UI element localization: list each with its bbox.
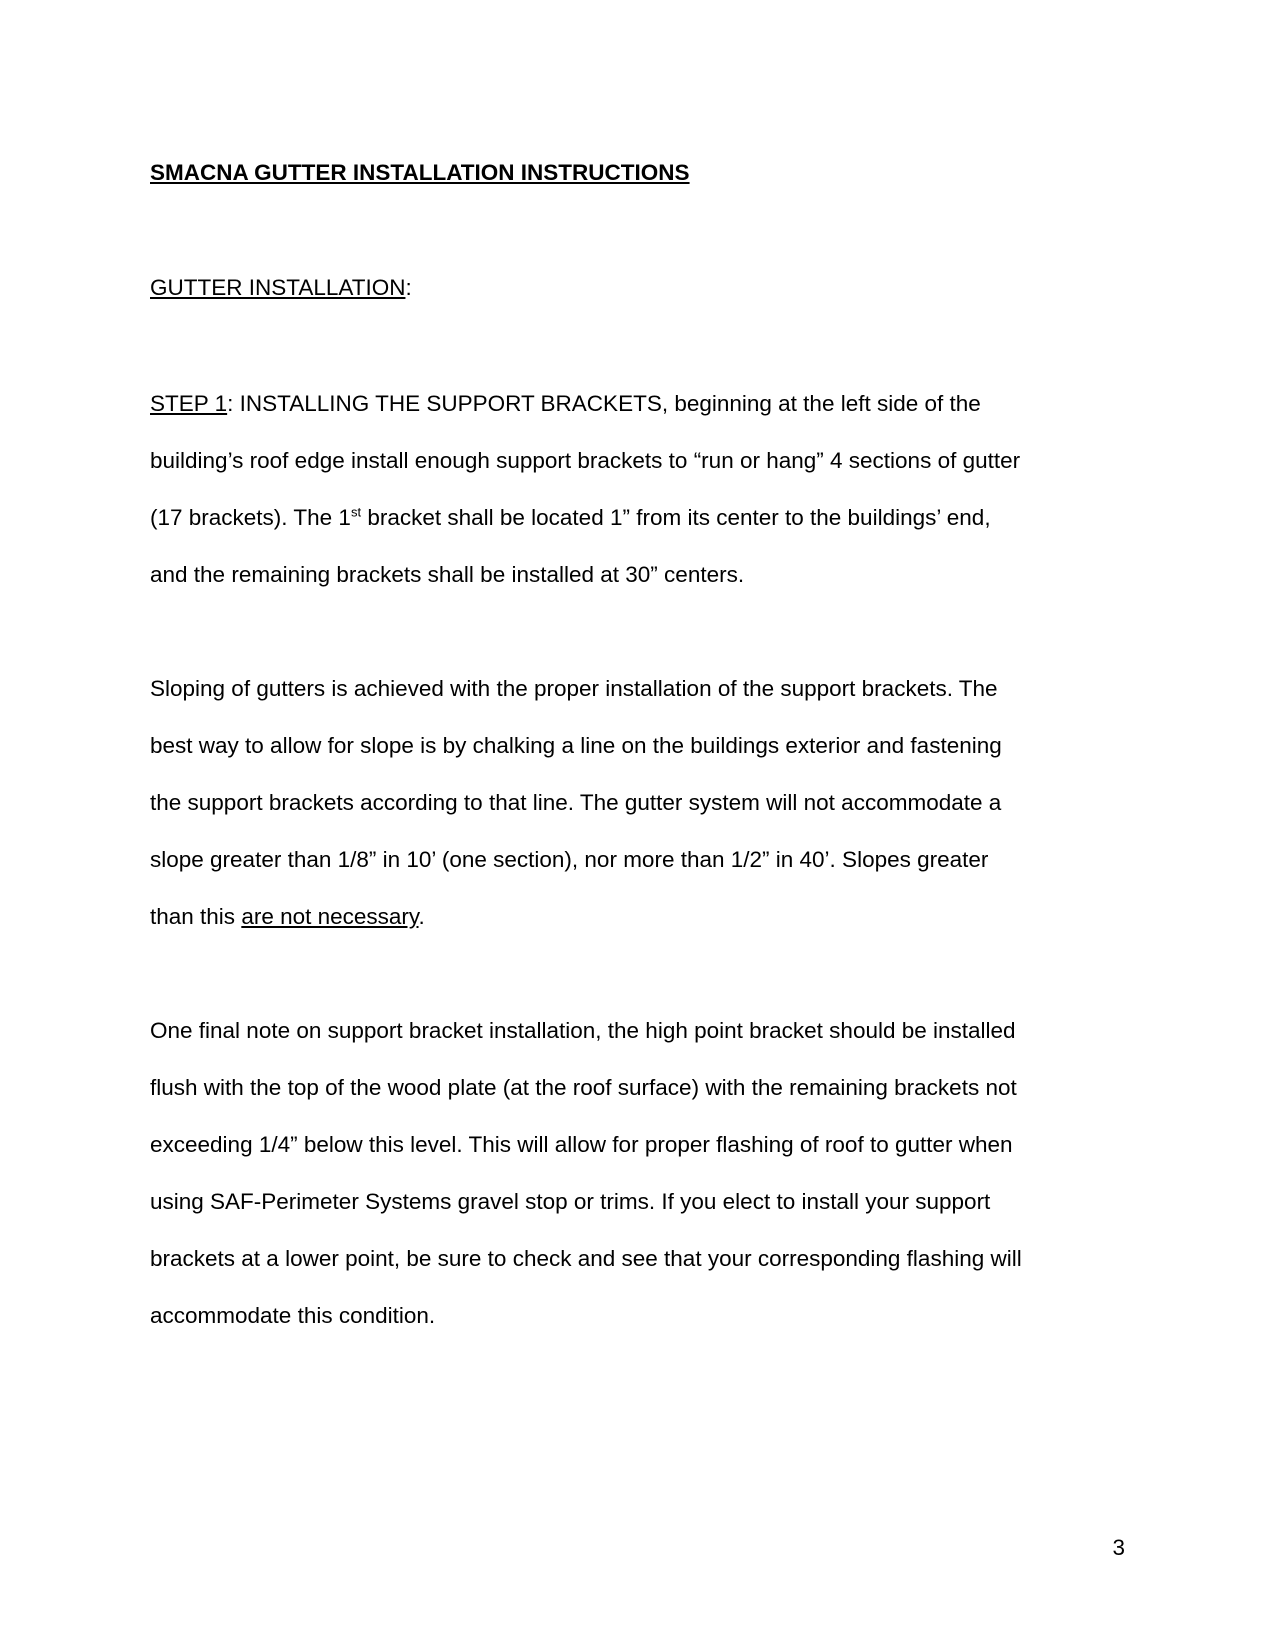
final-note-line-4: using SAF-Perimeter Systems gravel stop or trims. If you elect to install your support [150,1189,991,1214]
step1-label: STEP 1 [150,391,228,416]
slope-line-4: slope greater than 1/8” in 10’ (one section), nor more than 1/2” in 40’. Slopes greater [150,847,989,872]
step1-paragraph [150,375,1125,603]
slope-line-5-suffix: . [418,904,425,929]
not-necessary-emphasis: are not necessary [241,904,419,929]
section-heading-text: GUTTER INSTALLATION [150,275,406,300]
slope-line-2: best way to allow for slope is by chalking a line on the buildings exterior and fastening [150,733,1002,758]
step1-line-1 [150,375,1125,432]
slope-line-3: the support brackets according to that line. The gutter system will not accommodate a [150,790,1002,815]
step1-line-3 [150,489,1125,546]
slope-line-1: Sloping of gutters is achieved with the proper installation of the support brackets. The [150,676,998,701]
section-heading-colon: : [405,275,412,300]
slope-line-5-prefix: than this [150,904,242,929]
final-note-paragraph [150,1002,1125,1344]
final-note-line-3: exceeding 1/4” below this level. This will allow for proper flashing of roof to gutter when [150,1132,1013,1157]
step1-line-2: building’s roof edge install enough support brackets to “run or hang” 4 sections of gutter [150,448,1021,473]
step1-line-4: and the remaining brackets shall be installed at 30” centers. [150,562,745,587]
page-number: 3 [1112,1535,1125,1560]
final-note-line-2: flush with the top of the wood plate (at the roof surface) with the remaining brackets not [150,1075,1017,1100]
slope-line-5 [150,888,1125,945]
step1-line-3-start: (17 brackets). The 1 [150,505,351,530]
final-note-line-1: One final note on support bracket installation, the high point bracket should be installed [150,1018,1016,1043]
section-heading [150,273,412,303]
final-note-line-5: brackets at a lower point, be sure to check and see that your corresponding flashing will [150,1246,1022,1271]
document-title: SMACNA GUTTER INSTALLATION INSTRUCTIONS [150,160,690,185]
ordinal-superscript: st [350,504,362,520]
final-note-line-6: accommodate this condition. [150,1303,436,1328]
step1-line-3-end: bracket shall be located 1” from its center to the buildings’ end, [361,505,991,530]
step1-label-text: : INSTALLING THE SUPPORT BRACKETS, beginning at the left side of the [227,391,981,416]
slope-paragraph [150,660,1125,945]
